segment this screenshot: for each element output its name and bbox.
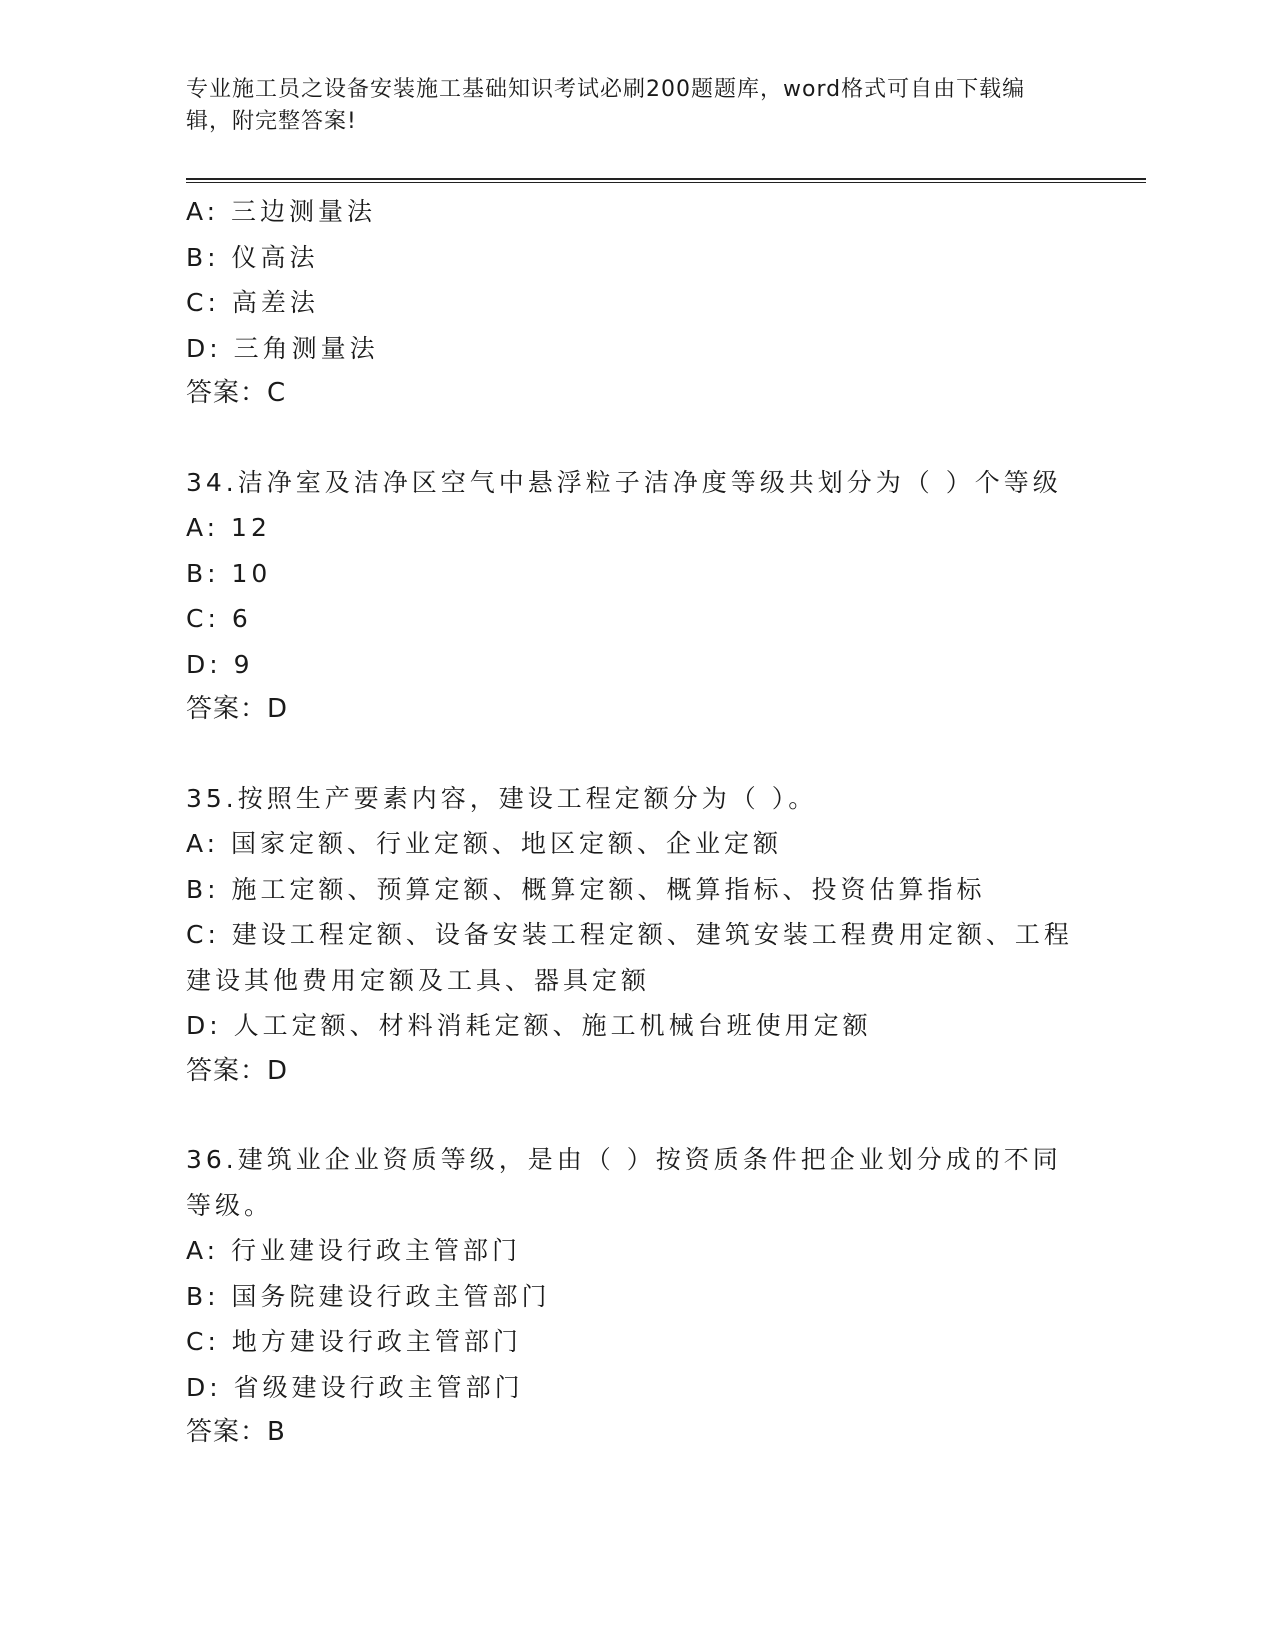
- header-divider: [186, 178, 1146, 183]
- question-text: 35.按照生产要素内容，建设工程定额分为（ ）。: [186, 783, 818, 813]
- option-a: A: 国家定额、行业定额、地区定额、企业定额: [186, 829, 783, 858]
- question-block-36: [186, 1137, 1076, 1456]
- option-d: D: 三角测量法: [186, 333, 379, 363]
- option-b: B: 10: [186, 558, 272, 588]
- option-b: B: 国务院建设行政主管部门: [186, 1281, 551, 1311]
- answer-line: 答案：D: [186, 1055, 289, 1086]
- option-d: D: 人工定额、材料消耗定额、施工机械台班使用定额: [186, 1011, 872, 1040]
- option-a: A: 三边测量法: [186, 197, 377, 226]
- option-d: D: 9: [186, 649, 254, 679]
- answer-line: 答案：D: [186, 694, 289, 724]
- option-b: B: 施工定额、预算定额、概算定额、概算指标、投资估算指标: [186, 874, 986, 904]
- option-a: A: 12: [186, 513, 271, 542]
- question-list: [186, 189, 1076, 1456]
- question-text: 34.洁净室及洁净区空气中悬浮粒子洁净度等级共划分为（ ）个等级: [186, 467, 1062, 497]
- option-c: C: 6: [186, 604, 252, 633]
- question-block-33: [186, 189, 1076, 417]
- question-text: 36.建筑业企业资质等级，是由（ ）按资质条件把企业划分成的不同等级。: [186, 1145, 1062, 1220]
- answer-line: 答案：B: [186, 1417, 286, 1447]
- option-c: C: 高差法: [186, 288, 319, 317]
- spacer: [186, 417, 1076, 460]
- spacer: [186, 1094, 1076, 1137]
- question-block-35: [186, 776, 1076, 1095]
- option-b: B: 仪高法: [186, 242, 319, 272]
- option-a: A: 行业建设行政主管部门: [186, 1236, 522, 1265]
- answer-line: 答案：C: [186, 378, 287, 408]
- question-block-34: [186, 460, 1076, 733]
- document-header: 专业施工员之设备安装施工基础知识考试必刷200题题库，word格式可自由下载编辑，附完整答案!: [186, 77, 1026, 134]
- spacer: [186, 733, 1076, 776]
- option-c: C: 建设工程定额、设备安装工程定额、建筑安装工程费用定额、工程建设其他费用定额及工具、器具定额: [186, 920, 1073, 995]
- option-d: D: 省级建设行政主管部门: [186, 1372, 524, 1402]
- option-c: C: 地方建设行政主管部门: [186, 1327, 522, 1356]
